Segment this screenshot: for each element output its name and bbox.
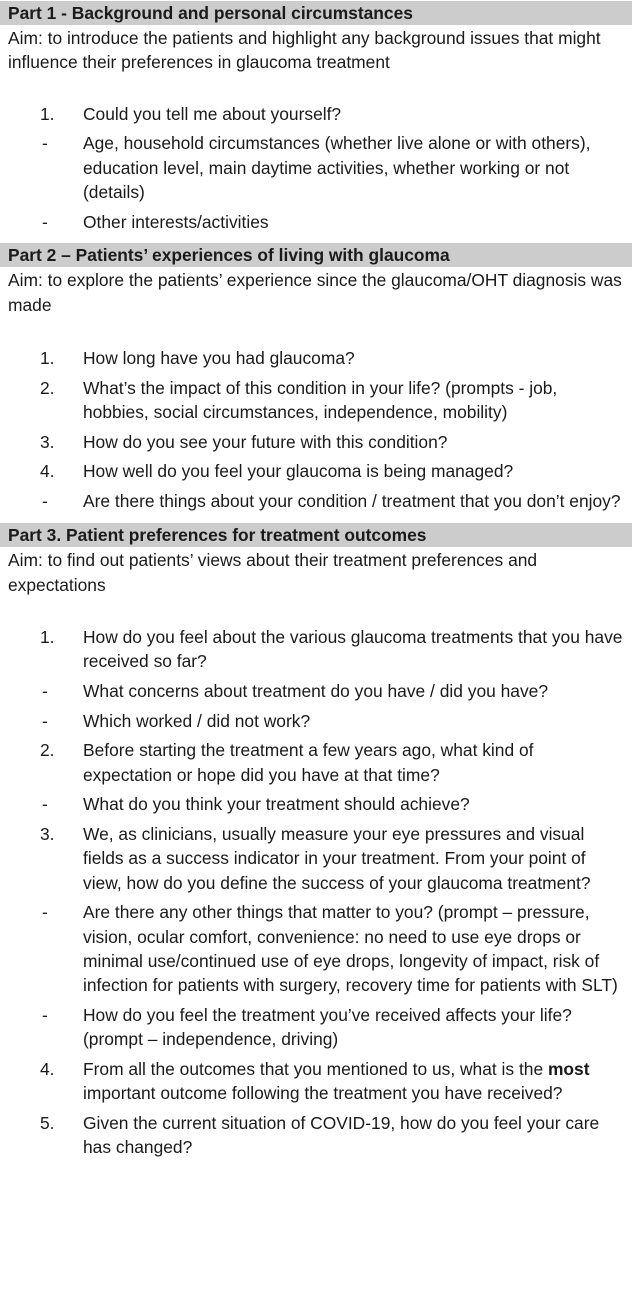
list-item (0, 679, 632, 703)
part-1-aim: Aim: to introduce the patients and highlight any background issues that might influence their preferences in glaucoma treatment (8, 28, 601, 73)
list-marker: 4. (40, 461, 55, 482)
part-3-question-list (0, 625, 632, 1160)
list-item (0, 900, 632, 998)
part-3-section (0, 523, 632, 1160)
list-marker: 2. (40, 377, 55, 398)
list-item (0, 459, 632, 483)
list-marker: 1. (40, 348, 55, 369)
list-marker: 1. (40, 627, 55, 648)
question-text (83, 1057, 632, 1106)
list-marker: - (42, 1005, 48, 1026)
list-marker: 3. (40, 823, 55, 844)
prompt-text: Age, household circumstances (whether live alone or with others), education level, main daytime activities, whether working or not (details) (83, 133, 591, 203)
prompt-text: What concerns about treatment do you have / did you have? (83, 681, 549, 702)
list-item (0, 489, 632, 513)
list-marker: - (42, 681, 48, 702)
part-2-question-list (0, 346, 632, 513)
prompt-text: Which worked / did not work? (83, 710, 311, 731)
part-2-title: Part 2 – Patients’ experiences of living with glaucoma (0, 243, 632, 267)
list-item (0, 792, 632, 816)
list-item (0, 738, 632, 787)
list-item (0, 430, 632, 454)
list-marker: - (42, 211, 48, 232)
question-text: How long have you had glaucoma? (83, 348, 355, 369)
prompt-text: How do you feel the treatment you’ve received affects your life? (prompt – independence, driving) (83, 1005, 572, 1050)
list-item (0, 1003, 632, 1052)
emphasis-most: most (547, 1059, 590, 1080)
list-marker: - (42, 133, 48, 154)
list-marker: - (42, 794, 48, 815)
question-text: Given the current situation of COVID-19, how do you feel your care has changed? (83, 1113, 600, 1158)
question-text: We, as clinicians, usually measure your eye pressures and visual fields as a success indicator in your treatment. From your point of view, how do you define the success of your glaucoma treatment? (83, 823, 591, 893)
question-text: Before starting the treatment a few years ago, what kind of expectation or hope did you have at that time? (83, 740, 534, 785)
list-item (0, 1111, 632, 1160)
list-item (0, 709, 632, 733)
question-text-start: From all the outcomes that you mentioned to us, what is the (83, 1059, 548, 1080)
list-item (0, 131, 632, 204)
list-marker: 3. (40, 431, 55, 452)
question-text: Could you tell me about yourself? (83, 103, 342, 124)
list-item (0, 822, 632, 895)
list-item (0, 102, 632, 126)
question-text: How do you see your future with this condition? (83, 431, 448, 452)
list-item (0, 346, 632, 370)
question-text-end: important outcome following the treatment you have received? (83, 1083, 563, 1104)
part-2-aim: Aim: to explore the patients’ experience since the glaucoma/OHT diagnosis was made (8, 270, 622, 315)
list-marker: 2. (40, 740, 55, 761)
prompt-text: Are there things about your condition / treatment that you don’t enjoy? (83, 490, 621, 511)
list-marker: - (42, 902, 48, 923)
part-2-section (0, 243, 632, 513)
prompt-text: What do you think your treatment should achieve? (83, 794, 470, 815)
list-item (0, 1057, 632, 1106)
part-3-title: Part 3. Patient preferences for treatment outcomes (0, 523, 632, 547)
question-text: What’s the impact of this condition in your life? (prompts - job, hobbies, social circumstances, independence, mobility) (83, 377, 558, 423)
list-item (0, 625, 632, 674)
prompt-text: Other interests/activities (83, 211, 269, 232)
part-1-question-list (0, 102, 632, 234)
question-text: How well do you feel your glaucoma is being managed? (83, 461, 514, 482)
part-3-aim: Aim: to find out patients’ views about their treatment preferences and expectations (8, 550, 538, 595)
prompt-text: Are there any other things that matter to you? (prompt – pressure, vision, ocular comfort, convenience: no need to use eye drops or minimal use/continued use of eye drops, longevity of impact, risk of infection for patients with surgery, recovery time for patients with SLT) (83, 902, 618, 996)
list-marker: - (42, 710, 48, 731)
question-text: How do you feel about the various glaucoma treatments that you have received so far? (83, 627, 623, 672)
list-marker: 4. (40, 1059, 55, 1080)
part-1-title: Part 1 - Background and personal circumstances (0, 1, 632, 25)
list-item (0, 210, 632, 234)
list-marker: 1. (40, 103, 55, 124)
list-marker: - (42, 490, 48, 511)
list-item (0, 376, 632, 425)
list-marker: 5. (40, 1113, 55, 1134)
part-1-section (0, 0, 632, 234)
